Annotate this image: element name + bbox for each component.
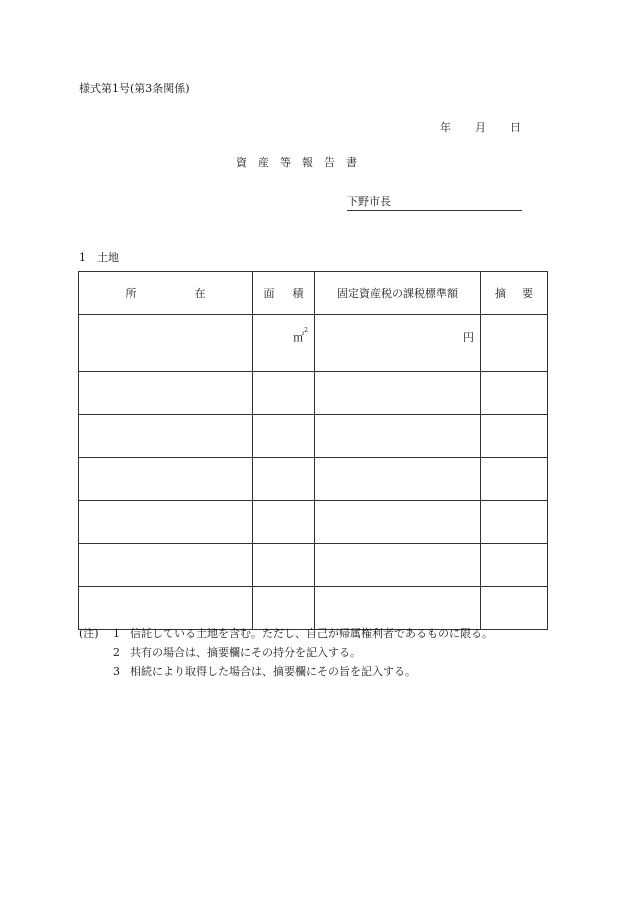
cell-tax-value[interactable] [315, 501, 481, 544]
section-label: 土地 [97, 251, 119, 264]
note-item: 3 相続により取得した場合は、摘要欄にその旨を記入する。 [113, 665, 416, 678]
cell-remarks[interactable] [481, 458, 548, 501]
note-item: (注) 1 信託している土地を含む。ただし、自己が帰属権利者であるものに限る。 [79, 624, 493, 643]
cell-area[interactable] [253, 544, 315, 587]
table-row [79, 415, 548, 458]
cell-remarks[interactable] [481, 544, 548, 587]
cell-location[interactable] [79, 372, 253, 415]
notes-label: (注) [79, 627, 99, 640]
yen-unit: 円 [463, 331, 474, 344]
document-title: 資産等報告書 [236, 156, 368, 169]
cell-area[interactable] [253, 415, 315, 458]
date-line [440, 119, 521, 135]
header-area: 面 積 [253, 272, 315, 315]
cell-area[interactable] [253, 372, 315, 415]
table-row [79, 372, 548, 415]
date-month-label: 月 [475, 121, 486, 134]
cell-location[interactable] [79, 458, 253, 501]
date-day-label: 日 [510, 121, 521, 134]
cell-area[interactable] [253, 458, 315, 501]
header-tax-value: 固定資産税の課税標準額 [315, 272, 481, 315]
cell-location[interactable] [79, 315, 253, 372]
table-row [79, 315, 548, 372]
cell-remarks[interactable] [481, 372, 548, 415]
note-item: 2 共有の場合は、摘要欄にその持分を記入する。 [113, 646, 361, 659]
area-unit-exponent: 2 [304, 327, 308, 334]
addressee-field: 下野市長 [347, 193, 522, 211]
table-header-row [79, 272, 548, 315]
cell-tax-value[interactable] [315, 544, 481, 587]
cell-tax-value[interactable] [315, 372, 481, 415]
header-location: 所 在 [79, 272, 253, 315]
header-remarks: 摘 要 [481, 272, 548, 315]
section-number: 1 [79, 251, 86, 264]
cell-location[interactable] [79, 501, 253, 544]
cell-tax-value[interactable] [315, 315, 481, 372]
cell-remarks[interactable] [481, 315, 548, 372]
cell-location[interactable] [79, 544, 253, 587]
section-heading [79, 249, 119, 265]
notes-block [79, 624, 493, 681]
cell-tax-value[interactable] [315, 458, 481, 501]
table-row [79, 544, 548, 587]
cell-location[interactable] [79, 415, 253, 458]
form-number: 様式第1号(第3条関係) [79, 82, 190, 95]
date-year-label: 年 [440, 121, 451, 134]
area-unit: ㎡ [293, 331, 305, 344]
cell-tax-value[interactable] [315, 415, 481, 458]
cell-remarks[interactable] [481, 501, 548, 544]
cell-area[interactable] [253, 315, 315, 372]
table-row [79, 501, 548, 544]
land-table [78, 271, 548, 630]
cell-area[interactable] [253, 501, 315, 544]
cell-remarks[interactable] [481, 415, 548, 458]
table-row [79, 458, 548, 501]
